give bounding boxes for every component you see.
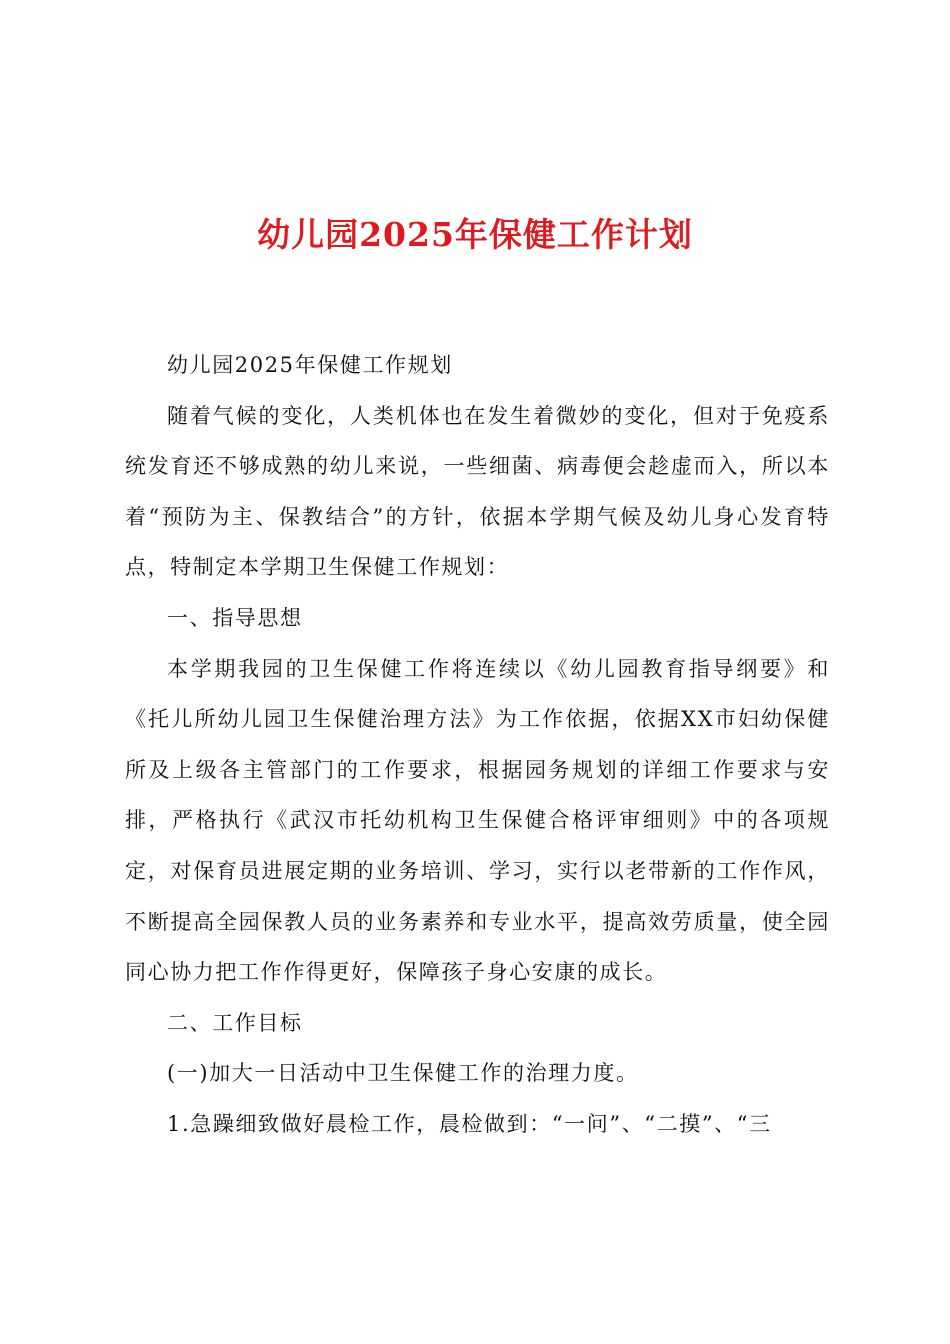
subsection-heading-1: (一)加大一日活动中卫生保健工作的治理力度。 — [167, 1061, 639, 1086]
section-heading-guiding-ideology: 一、指导思想 — [167, 605, 303, 630]
list-item-1: 1.急躁细致做好晨检工作，晨检做到：“一问”、“二摸”、“三 — [167, 1111, 772, 1136]
paragraph-intro: 随着气候的变化，人类机体也在发生着微妙的变化，但对于免疫系统发育还不够成熟的幼儿来说，一些细菌、病毒便会趁虚而入，所以本着“预防为主、保教结合”的方针，依据本学期气候及幼儿身心发育特点，特制定本学期卫生保健工作规划： — [125, 403, 830, 580]
section-heading-work-goals: 二、工作目标 — [167, 1010, 303, 1035]
document-body — [125, 340, 830, 1150]
paragraph-subtitle: 幼儿园2025年保健工作规划 — [167, 353, 453, 377]
paragraph-guiding-ideology: 本学期我园的卫生保健工作将连续以《幼儿园教育指导纲要》和《托儿所幼儿园卫生保健治理方法》为工作依据，依据XX市妇幼保健所及上级各主管部门的工作要求，根据园务规划的详细工作要求与安排，严格执行《武汉市托幼机构卫生保健合格评审细则》中的各项规定，对保育员进展定期的业务培训、学习，实行以老带新的工作作风，不断提高全园保教人员的业务素养和专业水平，提高效劳质量，使全园同心协力把工作作得更好，保障孩子身心安康的成长。 — [125, 656, 830, 985]
document-title: 幼儿园2025年保健工作计划 — [257, 215, 693, 254]
